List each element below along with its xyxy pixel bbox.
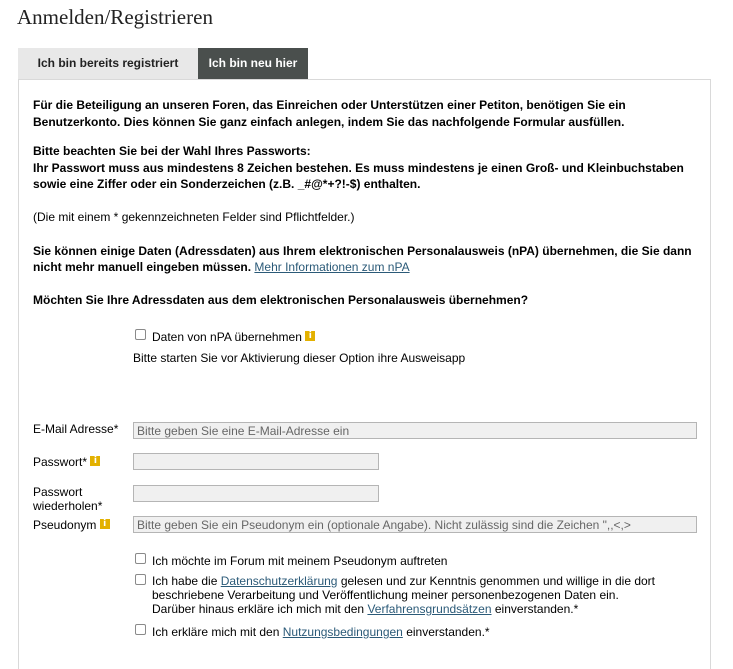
password-repeat-label-line-2: wiederholen* [33, 499, 103, 513]
intro-text-line-1: Für die Beteiligung an unseren Foren, das Einreichen oder Unterstützen einer Petiton, benötigen Sie ein [33, 98, 626, 112]
npa-info-line-1: Sie können einige Daten (Adressdaten) aus Ihrem elektronischen Personalausweis (nPA) übernehmen, die Sie dann [33, 244, 692, 258]
privacy-checkbox[interactable] [135, 574, 146, 585]
terms-label [152, 624, 490, 640]
npa-info-text: nicht mehr manuell eingeben müssen. [33, 260, 252, 274]
npa-checkbox[interactable] [135, 329, 146, 340]
info-icon[interactable]: i [100, 519, 110, 529]
password-rules-line-3: sowie eine Ziffer oder ein Sonderzeichen (z.B. _#@*+?!-$) enthalten. [33, 177, 421, 191]
procedure-text-post: einverstanden.* [494, 602, 579, 616]
pseudonym-label-text: Pseudonym [33, 518, 97, 532]
tab-new-here[interactable]: Ich bin neu hier [198, 48, 308, 79]
info-icon[interactable]: i [90, 456, 100, 466]
privacy-policy-link[interactable]: Datenschutzerklärung [220, 574, 338, 588]
page-title: Anmelden/Registrieren [17, 5, 213, 29]
password-repeat-input[interactable] [133, 485, 379, 502]
required-fields-note: (Die mit einem * gekennzeichneten Felder sind Pflichtfelder.) [33, 210, 355, 224]
privacy-text-pre: Ich habe die [152, 574, 218, 588]
forum-pseudonym-checkbox[interactable] [135, 553, 146, 564]
pseudonym-label [33, 518, 110, 532]
npa-more-info-link[interactable]: Mehr Informationen zum nPA [254, 260, 410, 274]
intro-text-line-2: Benutzerkonto. Dies können Sie ganz einfach anlegen, indem Sie das nachfolgende Formular ausfüllen. [33, 115, 625, 129]
pseudonym-input[interactable] [133, 516, 697, 533]
procedure-text-pre: Darüber hinaus erkläre ich mich mit den [152, 602, 365, 616]
terms-checkbox[interactable] [135, 624, 146, 635]
info-icon[interactable]: i [305, 331, 315, 341]
email-label: E-Mail Adresse* [33, 422, 119, 436]
npa-option-hint: Bitte starten Sie vor Aktivierung dieser Option ihre Ausweisapp [133, 351, 466, 365]
npa-question: Möchten Sie Ihre Adressdaten aus dem elektronischen Personalausweis übernehmen? [33, 293, 529, 307]
npa-option-label [152, 329, 315, 345]
password-repeat-label-line-1: Passwort [33, 485, 83, 499]
terms-text-pre: Ich erkläre mich mit den [152, 625, 280, 639]
password-label-text: Passwort* [33, 455, 88, 469]
forum-pseudonym-label: Ich möchte im Forum mit meinem Pseudonym auftreten [152, 554, 448, 568]
npa-info-line-2 [33, 259, 410, 275]
privacy-label-line-3 [152, 601, 578, 617]
terms-text-post: einverstanden.* [406, 625, 490, 639]
privacy-label-line-2: beschriebene Verarbeitung und Veröffentlichung meiner personenbezogenen Daten ein. [152, 588, 619, 602]
terms-of-use-link[interactable]: Nutzungsbedingungen [282, 625, 403, 639]
password-input[interactable] [133, 453, 379, 470]
tab-already-registered[interactable]: Ich bin bereits registriert [18, 48, 198, 79]
password-rules-heading: Bitte beachten Sie bei der Wahl Ihres Passworts: [33, 144, 311, 158]
password-repeat-label [33, 485, 102, 513]
email-input[interactable] [133, 422, 697, 439]
procedure-principles-link[interactable]: Verfahrensgrundsätzen [367, 602, 492, 616]
password-label [33, 455, 100, 469]
privacy-text-post: gelesen und zur Kenntnis genommen und willige in die dort [340, 574, 656, 588]
npa-option-text: Daten von nPA übernehmen [152, 330, 302, 344]
password-rules-line-2: Ihr Passwort muss aus mindestens 8 Zeichen bestehen. Es muss mindestens je einen Groß- und Kleinbuchstaben [33, 161, 684, 175]
